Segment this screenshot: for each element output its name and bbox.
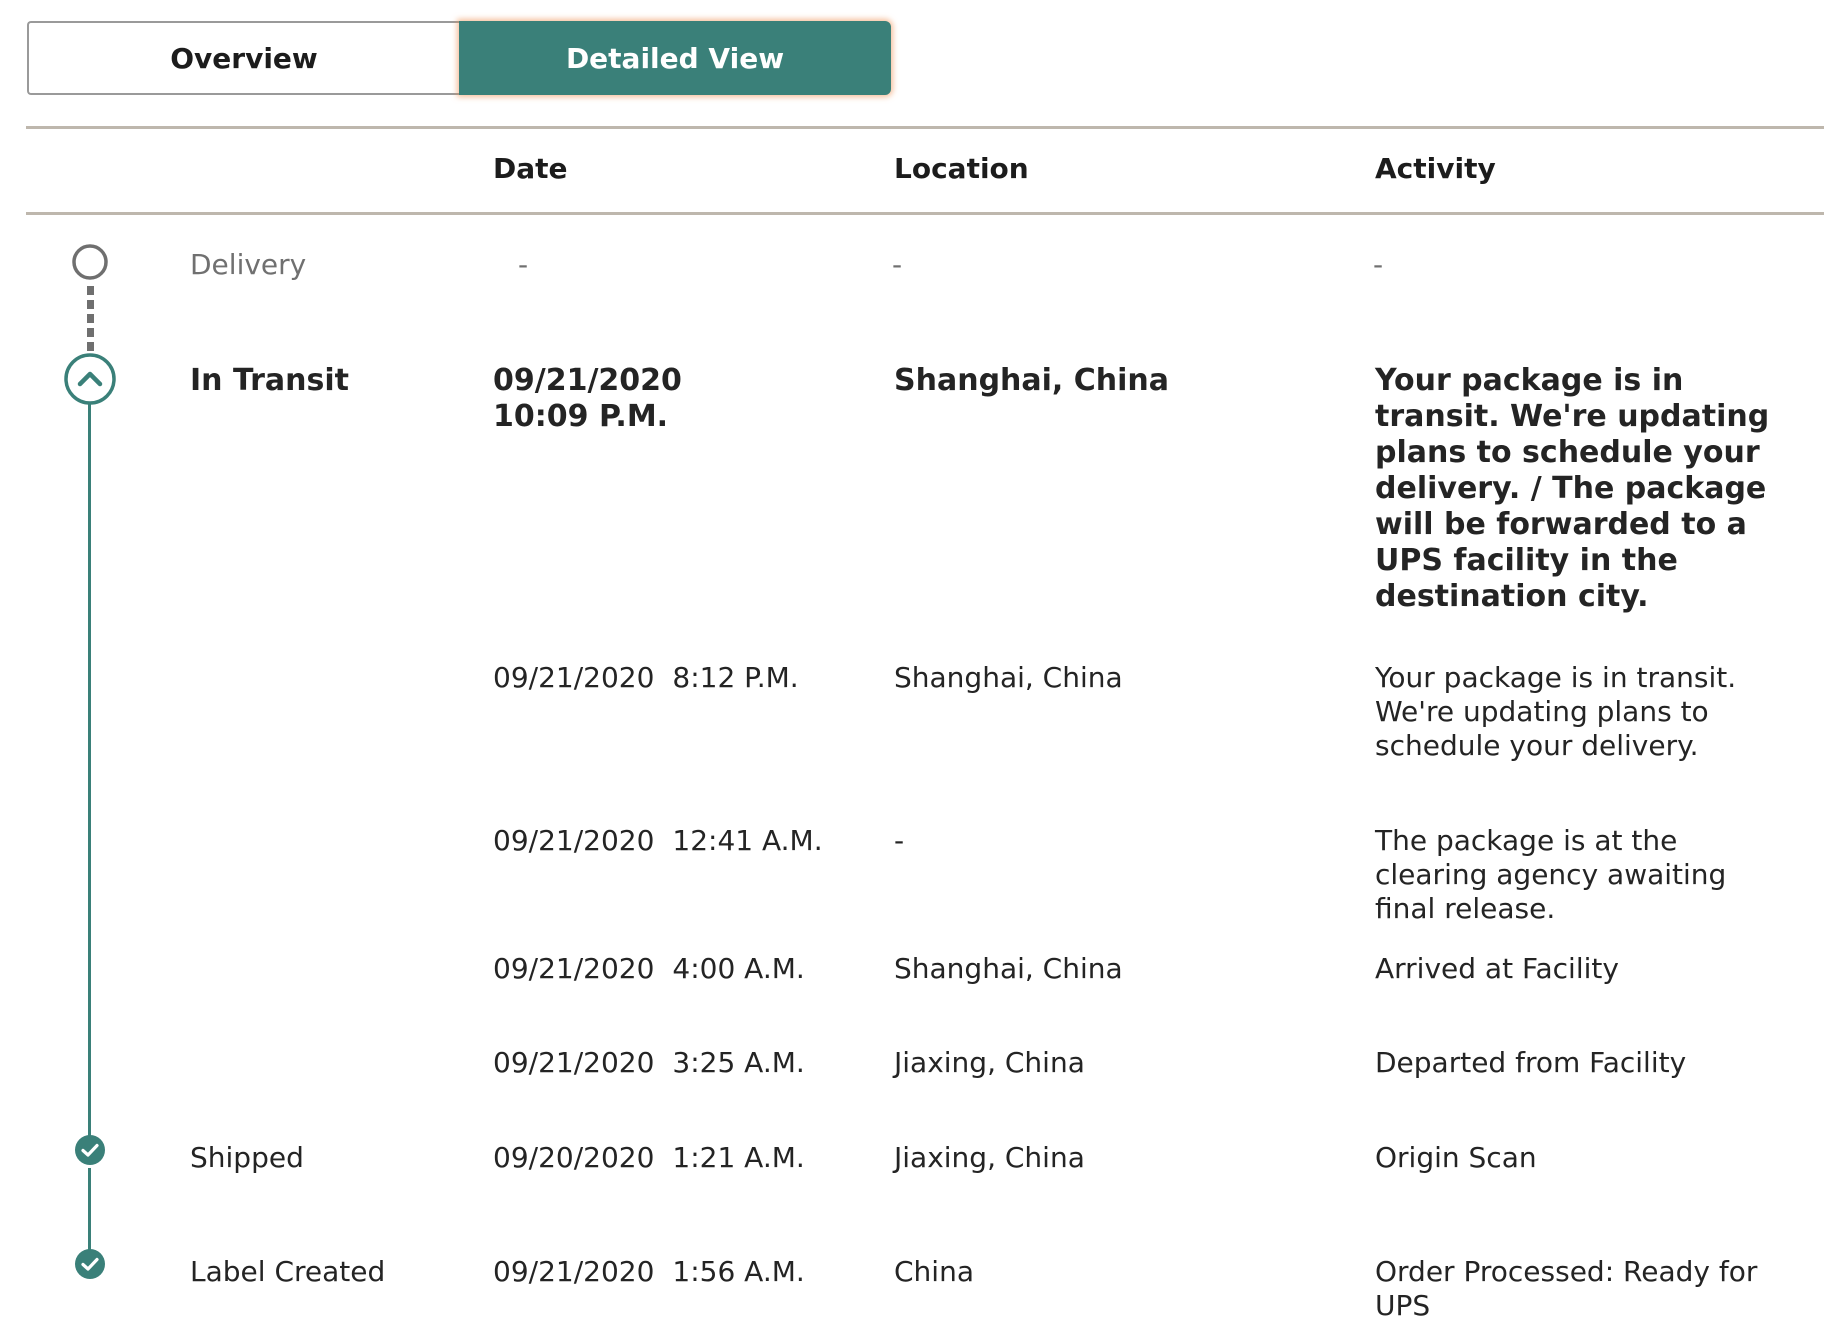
timeline-dashed-connector: [87, 286, 94, 354]
location-cell: Shanghai, China: [894, 661, 1123, 694]
location-cell: China: [894, 1255, 974, 1288]
date-value: 09/20/2020: [493, 1141, 655, 1174]
time-value: 8:12 P.M.: [672, 661, 799, 694]
timeline-connector-shipped: [88, 1168, 91, 1252]
status-label: Shipped: [190, 1141, 304, 1174]
activity-cell: Your package is in transit. We're updating plans to schedule your delivery. / The package will be forwarded to a UPS facility in the destination city.: [1375, 363, 1770, 614]
date-value: 09/21/2020: [493, 363, 682, 398]
location-cell: Jiaxing, China: [894, 1046, 1085, 1079]
date-cell: [493, 1046, 805, 1080]
tab-overview[interactable]: Overview: [27, 21, 459, 95]
status-label: In Transit: [190, 363, 350, 398]
date-cell: [493, 363, 682, 435]
activity-cell: The package is at the clearing agency awaiting final release.: [1375, 824, 1727, 925]
activity-cell: Order Processed: Ready for UPS: [1375, 1255, 1758, 1322]
check-circle-icon: [74, 1134, 106, 1166]
time-value: 4:00 A.M.: [672, 952, 805, 985]
empty-circle-icon: [71, 243, 109, 281]
date-cell: [493, 824, 823, 858]
header-top-divider: [26, 126, 1824, 129]
date-value: 09/21/2020: [493, 1046, 655, 1079]
time-value: 12:41 A.M.: [672, 824, 823, 857]
location-cell: Jiaxing, China: [894, 1141, 1085, 1174]
activity-cell: Origin Scan: [1375, 1141, 1537, 1174]
activity-cell: -: [1373, 248, 1384, 281]
timeline-connector-transit: [88, 402, 91, 1136]
date-value: 09/21/2020: [493, 1255, 655, 1288]
date-value: 09/21/2020: [493, 824, 655, 857]
date-cell: [493, 661, 799, 695]
activity-cell: Departed from Facility: [1375, 1046, 1687, 1079]
date-value: 09/21/2020: [493, 661, 655, 694]
column-header-location: Location: [894, 152, 1029, 185]
activity-cell: Arrived at Facility: [1375, 952, 1619, 985]
chevron-up-circle-icon[interactable]: [63, 352, 117, 406]
view-tabs: [27, 21, 891, 95]
time-value: 10:09 P.M.: [493, 399, 669, 434]
date-cell: [493, 1255, 805, 1289]
date-cell: [493, 1141, 805, 1175]
time-value: 1:21 A.M.: [672, 1141, 805, 1174]
location-cell: Shanghai, China: [894, 952, 1123, 985]
column-header-date: Date: [493, 152, 568, 185]
status-label: Delivery: [190, 248, 307, 281]
tab-detailed-view[interactable]: Detailed View: [459, 21, 891, 95]
date-value: 09/21/2020: [493, 952, 655, 985]
check-circle-icon: [74, 1248, 106, 1280]
time-value: 3:25 A.M.: [672, 1046, 805, 1079]
header-bottom-divider: [26, 212, 1824, 215]
column-header-activity: Activity: [1375, 152, 1496, 185]
location-cell: Shanghai, China: [894, 363, 1170, 398]
location-cell: -: [894, 824, 905, 857]
activity-cell: Your package is in transit. We're updating plans to schedule your delivery.: [1375, 661, 1737, 762]
date-cell: [493, 952, 805, 986]
time-value: 1:56 A.M.: [672, 1255, 805, 1288]
date-cell: -: [518, 248, 529, 281]
status-label: Label Created: [190, 1255, 386, 1288]
location-cell: -: [892, 248, 903, 281]
